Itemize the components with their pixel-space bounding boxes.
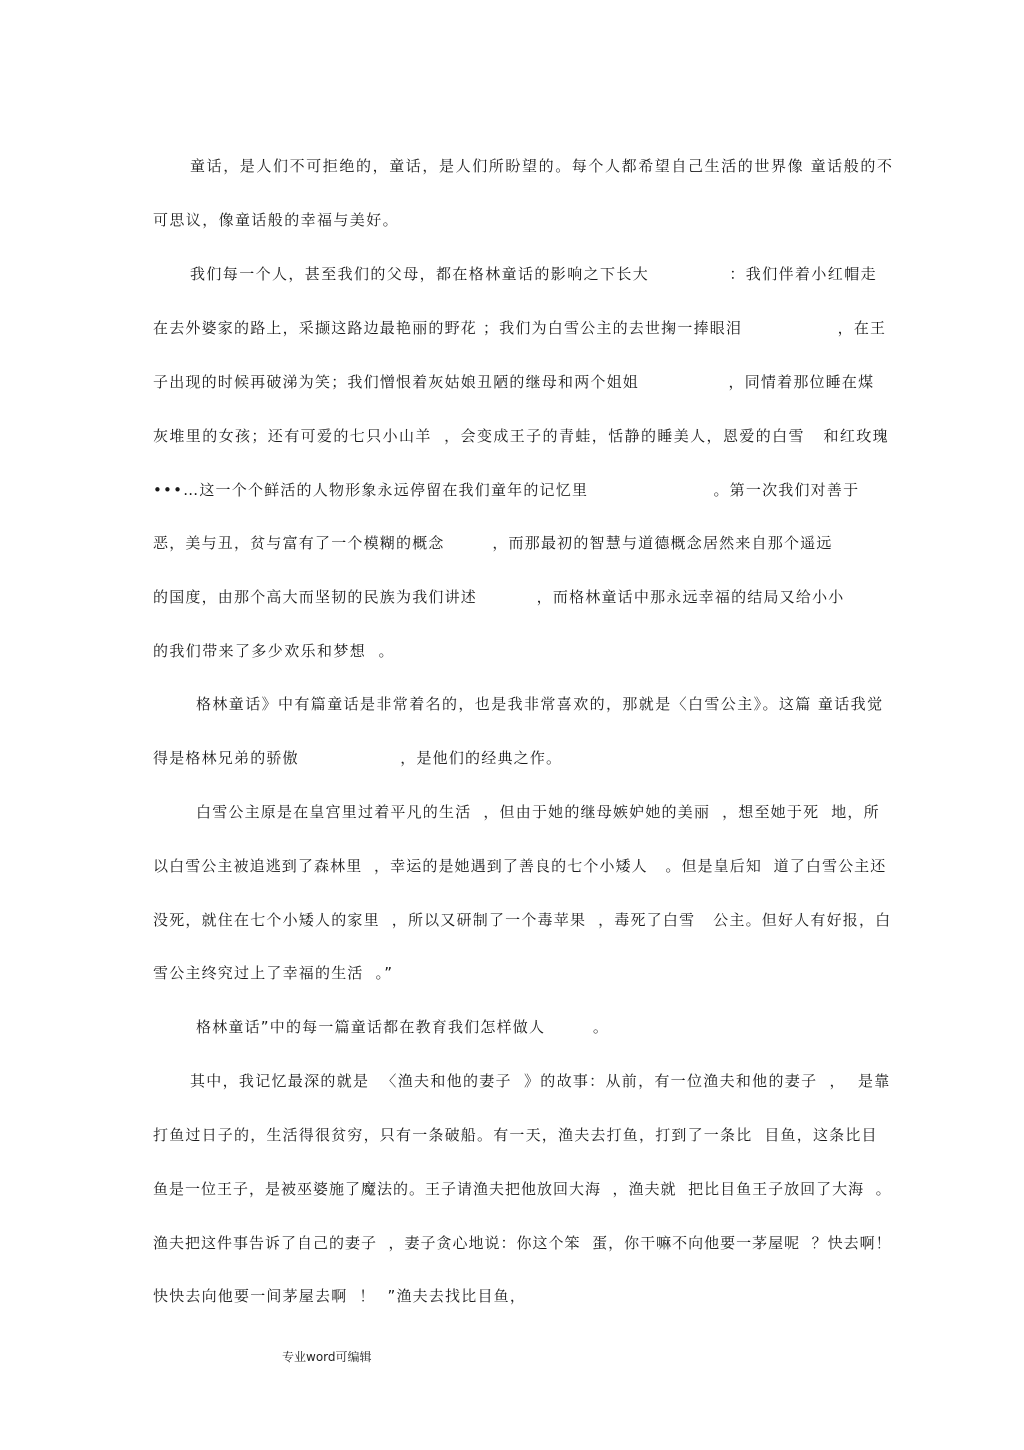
text-line-17: 格林童话”中的每一篇童话都在教育我们怎样做人 。 <box>196 1018 610 1036</box>
text-line-5: 子出现的时候再破涕为笑；我们憎恨着灰姑娘丑陋的继母和两个姐姐 ，同情着那位睡在煤 <box>153 373 875 391</box>
text-line-13: 白雪公主原是在皇宫里过着平凡的生活 ，但由于她的继母嫉妒她的美丽 ，想至她于死 地，所 <box>196 803 880 821</box>
text-line-6: 灰堆里的女孩；还有可爱的七只小山羊 ，会变成王子的青蛙，恬静的睡美人，恩爱的白雪 和红玫瑰 <box>153 427 890 445</box>
text-line-20: 鱼是一位王子，是被巫婆施了魔法的。王子请渔夫把他放回大海 ，渔夫就 把比目鱼王子放回了大海 。 <box>153 1180 892 1198</box>
text-line-16: 雪公主终究过上了幸福的生活 。” <box>153 964 394 982</box>
text-line-1: 童话，是人们不可拒绝的，童话，是人们所盼望的。每个人都希望自己生活的世界像 童话般的不 <box>190 157 894 175</box>
text-line-21: 渔夫把这件事告诉了自己的妻子 ，妻子贪心地说：你这个笨 蛋，你干嘛不向他要一茅屋呢 ？快去啊！ <box>153 1234 892 1252</box>
text-line-18: 其中，我记忆最深的就是 〈渔夫和他的妻子 》的故事：从前，有一位渔夫和他的妻子 ， 是靠 <box>190 1072 891 1090</box>
text-line-2: 可思议，像童话般的幸福与美好。 <box>153 211 400 229</box>
text-line-8: 恶，美与丑，贫与富有了一个模糊的概念 ，而那最初的智慧与道德概念居然来自那个遥远 <box>153 534 833 552</box>
text-line-14: 以白雪公主被追逃到了森林里 ，幸运的是她遇到了善良的七个小矮人 。但是皇后知 道了白雪公主还 <box>153 857 887 875</box>
text-line-4: 在去外婆家的路上，采撷这路边最艳丽的野花 ；我们为白雪公主的去世掬一捧眼泪 ，在王 <box>153 319 887 337</box>
text-line-15: 没死，就住在七个小矮人的家里 ，所以又研制了一个毒苹果 ，毒死了白雪 公主。但好人有好报，白 <box>153 911 892 929</box>
text-line-12: 得是格林兄弟的骄傲 ，是他们的经典之作。 <box>153 749 563 767</box>
page-footer: 专业word可编辑 <box>282 1350 372 1364</box>
text-line-3: 我们每一个人，甚至我们的父母，都在格林童话的影响之下长大 ：我们伴着小红帽走 <box>190 265 877 283</box>
text-line-10: 的我们带来了多少欢乐和梦想 。 <box>153 642 395 660</box>
text-line-19: 打鱼过日子的，生活得很贫穷，只有一条破船。有一天，渔夫去打鱼，打到了一条比 目鱼，这条比目 <box>153 1126 878 1144</box>
text-line-22: 快快去向他要一间茅屋去啊 ！ ”渔夫去找比目鱼， <box>153 1287 527 1305</box>
text-line-7: •••…这一个个鲜活的人物形象永远停留在我们童年的记忆里 。第一次我们对善于 <box>153 481 860 499</box>
text-line-11: 格林童话》中有篇童话是非常着名的，也是我非常喜欢的，那就是〈白雪公主》。这篇 童话我觉 <box>196 695 884 713</box>
text-line-9: 的国度，由那个高大而坚韧的民族为我们讲述 ，而格林童话中那永远幸福的结局又给小小 <box>153 588 845 606</box>
